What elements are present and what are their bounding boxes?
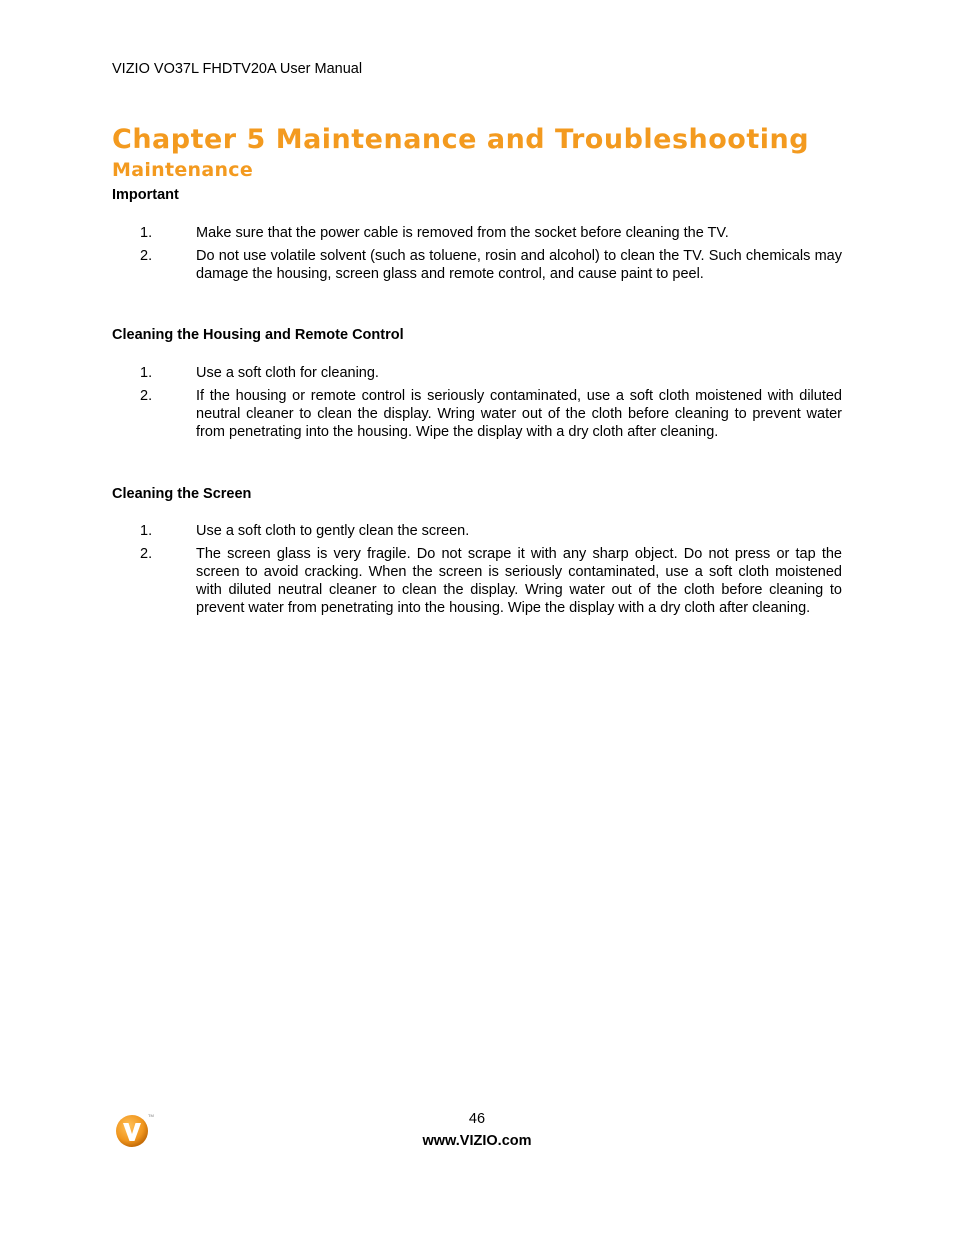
screen-list bbox=[112, 522, 842, 622]
housing-heading: Cleaning the Housing and Remote Control bbox=[112, 327, 404, 343]
list-item-number: 1. bbox=[140, 365, 153, 381]
chapter-title: Chapter 5 Maintenance and Troubleshooting bbox=[112, 124, 810, 155]
list-item-number: 1. bbox=[140, 523, 153, 539]
list-item bbox=[112, 545, 842, 617]
list-item-number: 2. bbox=[140, 248, 153, 264]
list-item-text: Use a soft cloth to gently clean the screen. bbox=[196, 523, 470, 539]
section-title: Maintenance bbox=[112, 159, 254, 181]
list-item-text: Do not use volatile solvent (such as toluene, rosin and alcohol) to clean the TV. Such chemicals may damage the housing, screen glass and remote control, and cause paint to peel. bbox=[196, 248, 842, 282]
list-item bbox=[112, 247, 842, 283]
list-item bbox=[112, 364, 842, 382]
list-item bbox=[112, 224, 842, 242]
housing-list bbox=[112, 364, 842, 446]
list-item-number: 2. bbox=[140, 546, 153, 562]
list-item-text: Make sure that the power cable is removed from the socket before cleaning the TV. bbox=[196, 225, 729, 241]
list-item-text: The screen glass is very fragile. Do not scrape it with any sharp object. Do not press or tap the screen to avoid cracking. When the screen is seriously contaminated, use a soft cloth moistened with diluted neutral cleaner to clean the display. Wring water out of the cloth before cleaning to prevent water from penetrating into the housing. Wipe the display with a dry cloth after cleaning. bbox=[196, 546, 842, 616]
list-item-text: If the housing or remote control is seriously contaminated, use a soft cloth moistened with diluted neutral cleaner to clean the display. Wring water out of the cloth before cleaning to prevent water from penetrating into the housing. Wipe the display with a dry cloth after cleaning. bbox=[196, 388, 842, 440]
trademark-mark: TM bbox=[148, 1113, 154, 1118]
page-number: 46 bbox=[468, 1111, 486, 1127]
list-item-text: Use a soft cloth for cleaning. bbox=[196, 365, 379, 381]
list-item-number: 2. bbox=[140, 388, 153, 404]
screen-heading: Cleaning the Screen bbox=[112, 486, 252, 502]
page-header: VIZIO VO37L FHDTV20A User Manual bbox=[112, 61, 363, 77]
important-heading: Important bbox=[112, 187, 179, 203]
important-list bbox=[112, 224, 842, 288]
list-item bbox=[112, 387, 842, 441]
website-url: www.VIZIO.com bbox=[422, 1133, 532, 1149]
list-item-number: 1. bbox=[140, 225, 153, 241]
list-item bbox=[112, 522, 842, 540]
